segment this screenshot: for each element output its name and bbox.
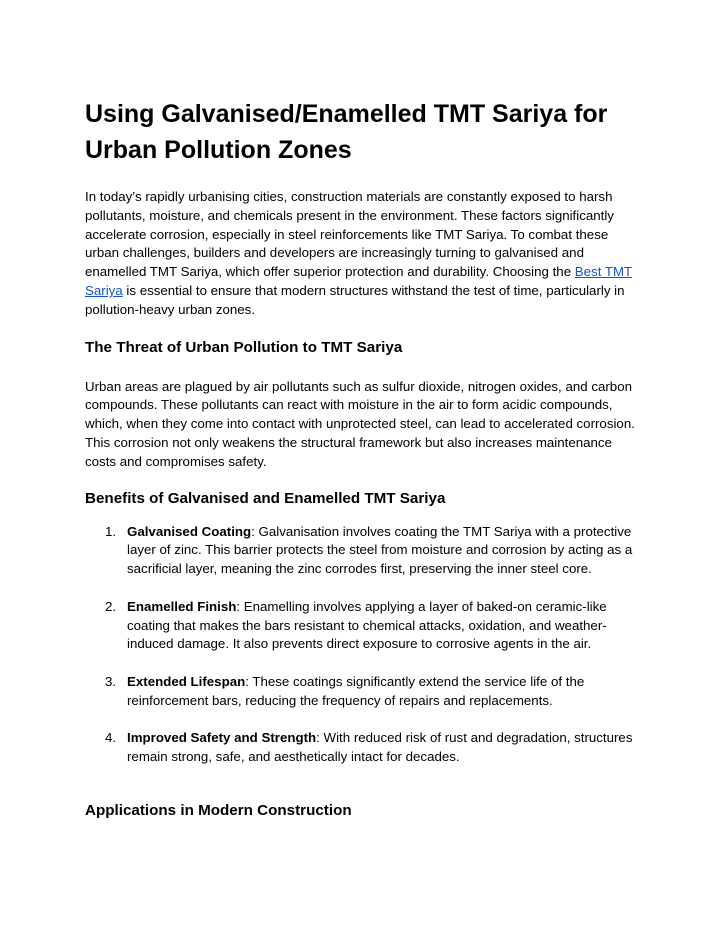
intro-text-after-link: is essential to ensure that modern structures withstand the test of time, particularly in pollution-heavy urban zones. bbox=[85, 282, 625, 317]
list-item-number: 3. bbox=[105, 673, 117, 689]
list-item-text: : Enamelling involves applying a layer of baked-on ceramic-like coating that makes the bars resistant to chemical attacks, oxidation, and weather-induced damage. It also prevents direct exposure to corrosive agents in the air. bbox=[127, 598, 607, 652]
list-item-text: : With reduced risk of rust and degradation, structures remain strong, safe, and aesthetically intact for decades. bbox=[127, 730, 633, 765]
section-heading-threat: The Threat of Urban Pollution to TMT Sariya bbox=[85, 338, 403, 356]
intro-text-before-link: In today’s rapidly urbanising cities, construction materials are constantly exposed to harsh pollutants, moisture, and chemicals present in the environment. These factors significantly accelerate corrosion, especially in steel reinforcements like TMT Sariya. To combat these urban challenges, builders and developers are increasingly turning to galvanised and enamelled TMT Sariya, which offer superior protection and durability. Choosing the bbox=[85, 189, 614, 280]
list-item-term: Extended Lifespan bbox=[127, 673, 246, 689]
section-heading-benefits: Benefits of Galvanised and Enamelled TMT Sariya bbox=[85, 489, 446, 507]
list-item-term: Enamelled Finish bbox=[127, 598, 237, 614]
list-item-text: : Galvanisation involves coating the TMT Sariya with a protective layer of zinc. This barrier protects the steel from moisture and corrosion by acting as a sacrificial layer, meaning the zinc corrodes first, preserving the inner steel core. bbox=[127, 523, 633, 577]
list-item bbox=[85, 523, 640, 579]
list-item bbox=[85, 598, 640, 654]
list-item-number: 2. bbox=[105, 598, 117, 614]
list-item-term: Galvanised Coating bbox=[127, 523, 252, 539]
list-item-text: : These coatings significantly extend the service life of the reinforcement bars, reducing the frequency of repairs and replacements. bbox=[127, 673, 585, 708]
document-page bbox=[85, 96, 640, 821]
list-item bbox=[85, 673, 640, 711]
section-heading-applications: Applications in Modern Construction bbox=[85, 801, 352, 819]
list-item bbox=[85, 729, 640, 767]
benefits-list bbox=[85, 523, 640, 767]
list-item-number: 4. bbox=[105, 730, 117, 746]
intro-paragraph bbox=[85, 188, 640, 320]
list-item-term: Improved Safety and Strength bbox=[127, 730, 317, 746]
best-tmt-sariya-link[interactable]: Best TMT Sariya bbox=[85, 264, 633, 298]
threat-paragraph: Urban areas are plagued by air pollutants such as sulfur dioxide, nitrogen oxides, and carbon compounds. These pollutants can react with moisture in the air to form acidic compounds, which, when they come into contact with unprotected steel, can lead to accelerated corrosion. This corrosion not only weakens the structural framework but also increases maintenance costs and compromises safety. bbox=[85, 378, 635, 469]
page-title: Using Galvanised/Enamelled TMT Sariya for Urban Pollution Zones bbox=[85, 100, 608, 164]
list-item-number: 1. bbox=[105, 523, 117, 539]
